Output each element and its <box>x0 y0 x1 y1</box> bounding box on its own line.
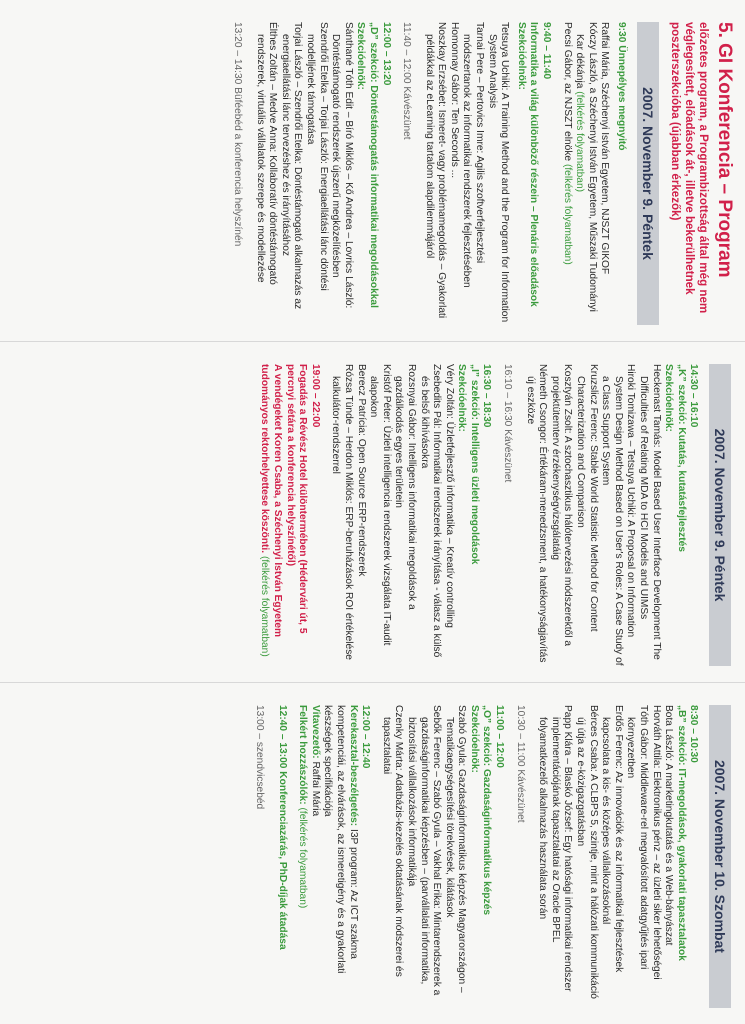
session-o-time: 11:00 – 12:00 <box>494 705 506 768</box>
list-item: Szendrői Etelka – Torjai László: Energiaellátási lánc döntési modelljének támogatása <box>304 22 329 291</box>
list-item: Homonnay Gábor: Ten Seconds ... <box>448 22 460 179</box>
session-chair-label: Szekcióelnök: <box>456 364 468 432</box>
coffee-break: 10:30 – 11:00 Kávészünet <box>514 705 526 823</box>
list-item: Németh Csongor: Értékáram-menedzsment, a hatékonyságjavítás új eszköze <box>524 364 549 663</box>
session-b-heading: „B” szekció: IT-megoldások, gyakorlati tapasztalatok <box>675 705 687 961</box>
roundtable-moderator: Vitavezető: Raffai Mária <box>309 705 321 817</box>
list-item: Kóczy László, a Széchenyi István Egyetem, Műszaki Tudományi Kar dékánja (felkérés folyamatban) <box>574 22 598 312</box>
lunch-note: 13:20 – 14:30 Büféebéd a konferencia helyszínén <box>231 22 243 247</box>
list-item: Tóth Gábor: Middleware-rel megvalósított adatgyűjtés ipari környezetben <box>625 705 650 970</box>
list-item: Rozsnyai Gábor: Intelligens informatikai megoldások a gazdálkodás egyes területein <box>393 364 417 610</box>
list-item: Noszkay Erzsébet: Ismeret- vagy problémamegoldás – Gyakorlati példákkal az eLearning tartalom alapdilemmájáról <box>423 22 448 319</box>
session-chair-label: Szekcióelnök: <box>663 364 675 432</box>
list-item: Véry Zoltán: Üzletfejlesztő informatika – Kreatív controlling <box>443 364 455 628</box>
session-i-heading: „I” szekció: Intelligens üzleti megoldások <box>468 364 480 565</box>
session-o-heading: „O” szekció: Gazdaságinformatikus képzés <box>481 705 493 916</box>
roundtable-invited: Felkért hozzászólók: (felkérés folyamatban) <box>297 705 309 909</box>
list-item: Torjai László – Szendrői Etelka: Döntéstámogató alkalmazás az energiaellátási lánc tervezéshez és irányításához <box>279 22 304 310</box>
list-item: Erdős Ferenc: Az innovációk és az informatikai fejlesztések kapcsolata a kis- és középes vállalkozásoknál <box>600 705 624 973</box>
list-item: Pecsi Gábor, az NJSZT elnöke (felkérés folyamatban) <box>561 22 573 265</box>
list-item: Bérces Csaba: A CLBPS 5, szintje, mint a hálózati kommunikáció új útja az e-közigazgatásban <box>575 705 599 999</box>
day-banner-friday: 2007. November 9. Péntek <box>637 22 659 325</box>
list-item: Raffai Mária, Széchenyi István Egyetem, NJSZT GIKOF <box>599 22 611 275</box>
list-item: Sánthané Tóth Edit – Bíró Miklós – Kő Andrea – Lovrics László: Döntéstámogató rendszerek újszerű megközelítésben <box>330 22 354 309</box>
opening-time: 9:30 Ünnepélyes megnyitó <box>616 22 628 151</box>
list-item: Kruzslicz Ferenc: Stable World Statistic Method for Content Characterization and Comparison <box>575 364 599 632</box>
list-item: Szabó Gyula: Gazdaságinformatikus képzés Magyarországon – Tematikaegységesítési törekvések, kilátások <box>443 705 468 993</box>
reception-text: Fogadás a Révész Hotel különtermében (Hédervári út, 5 percnyi sétára a konferencia helyszínétől) <box>284 364 309 634</box>
reception-greeting: A vendégeket Koren Csaba, a Széchenyi István Egyetem tudományos rektorhelyettese köszönti. (felkérés folyamatban) <box>259 364 283 657</box>
list-item: Tetsuya Uchiki: A Training Method and the Program for Information System Analysis <box>486 22 511 323</box>
list-item: Berecz Patrícia: Open Source ERP-rendszerek <box>355 364 367 577</box>
session-k-time: 14:30 – 16:10 <box>688 364 700 428</box>
session-chair-label: Szekcióelnök: <box>468 705 480 773</box>
coffee-break: 16:10 – 16:30 Kávészünet <box>502 364 514 483</box>
list-item: Heckenast Tamás: Model Based User Interface Development The Difficulties of Relating MDA to HCI Models and UIMSs <box>638 364 662 660</box>
session-d-heading: „D” szekció: Döntéstámogatás informatikai megoldásokkal <box>367 22 379 308</box>
day-banner-friday: 2007. November 9. Péntek <box>709 364 731 666</box>
lunch-note: 13:00 – szendvicsebéd <box>254 705 265 810</box>
list-item: Élthes Zoltán – Medve Anna: Kollaboratív döntéstámogató rendszerek, virtuális vállalatok szerepe és modellezése <box>254 22 279 285</box>
panel-saturday <box>0 682 745 1024</box>
list-item: Tarnai Pere – Pertovics Imre: Agilis szoftverfejlesztési módszertanok az informatikai rendszerek fejlesztésében <box>461 22 486 288</box>
session-chair-label: Szekcióelnök: <box>355 22 367 90</box>
conference-title: 5. GI Konferencia – Program <box>714 22 735 278</box>
session-chair-label: Szekcióelnök: <box>515 22 527 90</box>
list-item: Hiroki Tomizawa – Tetsuya Uchiki: A Proposal on Information System Design Method Based on User's Roles: A Case Study of a Class Support System <box>600 364 637 666</box>
coffee-break: 11:40 – 12:00 Kávészünet <box>401 22 413 140</box>
session-b-time: 8:30 – 10:30 <box>688 705 700 763</box>
roundtable-description: Kerekasztal-beszélgetés: I3P program: Az ICT szakma kompetenciái, az elvárások, az ismeretigény és a gyakorlati készségek specifikációja <box>322 705 359 974</box>
list-item: Sebők Ferenc – Szabó Gyula – Vakhal Erika: Mintarendszerek a gazdaságinformatikai képzésben – (parvállalati informatika, biztosítási vállalkozások informatikája <box>405 705 443 996</box>
closing-ceremony: 12:40 – 13:00 Konferenciazárás, PhD-díjak átadása <box>276 705 288 950</box>
list-item: Kosztyán Zsolt: A sztochasztikus hálótervezési módszerektől a projektütemterv érzékenységvizsgálatáig <box>549 364 574 646</box>
session-i-time: 16:30 – 18:30 <box>481 364 493 428</box>
list-item: Kristóf Péter: Üzleti intelligencia rendszerek vizsgálata IT-audit alapokon <box>368 364 392 646</box>
panel-friday-morning <box>0 0 745 341</box>
reception-time: 19:00 – 22:00 <box>309 364 321 428</box>
program-subtitle: előzetes program, a Programbizottság által még nem véglegesített, előadások át-, illetve bekerülhetnek poszterszekcióba (újabban érkezők) <box>669 22 710 314</box>
session-d-time: 12:00 – 13:20 <box>380 22 392 86</box>
list-item: Czenky Márta: Adatbázis-kezelés oktatásának módszerei és tapasztalatai <box>380 705 405 977</box>
list-item: Zsebedits Pál: Informatikai rendszerek irányítása - válasz a külső és belső kihívásokra <box>418 364 443 658</box>
roundtable-time: 12:00 – 12:40 <box>360 705 372 769</box>
panel-friday-afternoon <box>0 341 745 682</box>
plenary-heading: Informatika a világ különböző részein – Plenáris előadások <box>528 22 540 307</box>
list-item: Rózsa Tünde – Herdon Miklós: ERP-beruházások ROI értékelése kalkulátor-rendszerrel <box>330 364 354 660</box>
list-item: Bota László: A marketingkutatás és a Web-bányászat <box>663 705 675 946</box>
list-item: Horváth Attila: Elektronikus pénz – az üzleti siker lehetőségei <box>650 705 662 980</box>
day-banner-saturday: 2007. November 10. Szombat <box>709 705 731 1008</box>
session-k-heading: „K” szekció: Kutatás, kutatásfejlesztés <box>675 364 687 552</box>
plenary-time: 9:40 – 11:40 <box>541 22 553 80</box>
list-item: Papp Klára – Blaskó József: Egy hatósági informatikai rendszer implementációjának tapasztalatai az Oracle BPEL folyamatkezelő alkalmazás használata során <box>537 705 574 992</box>
